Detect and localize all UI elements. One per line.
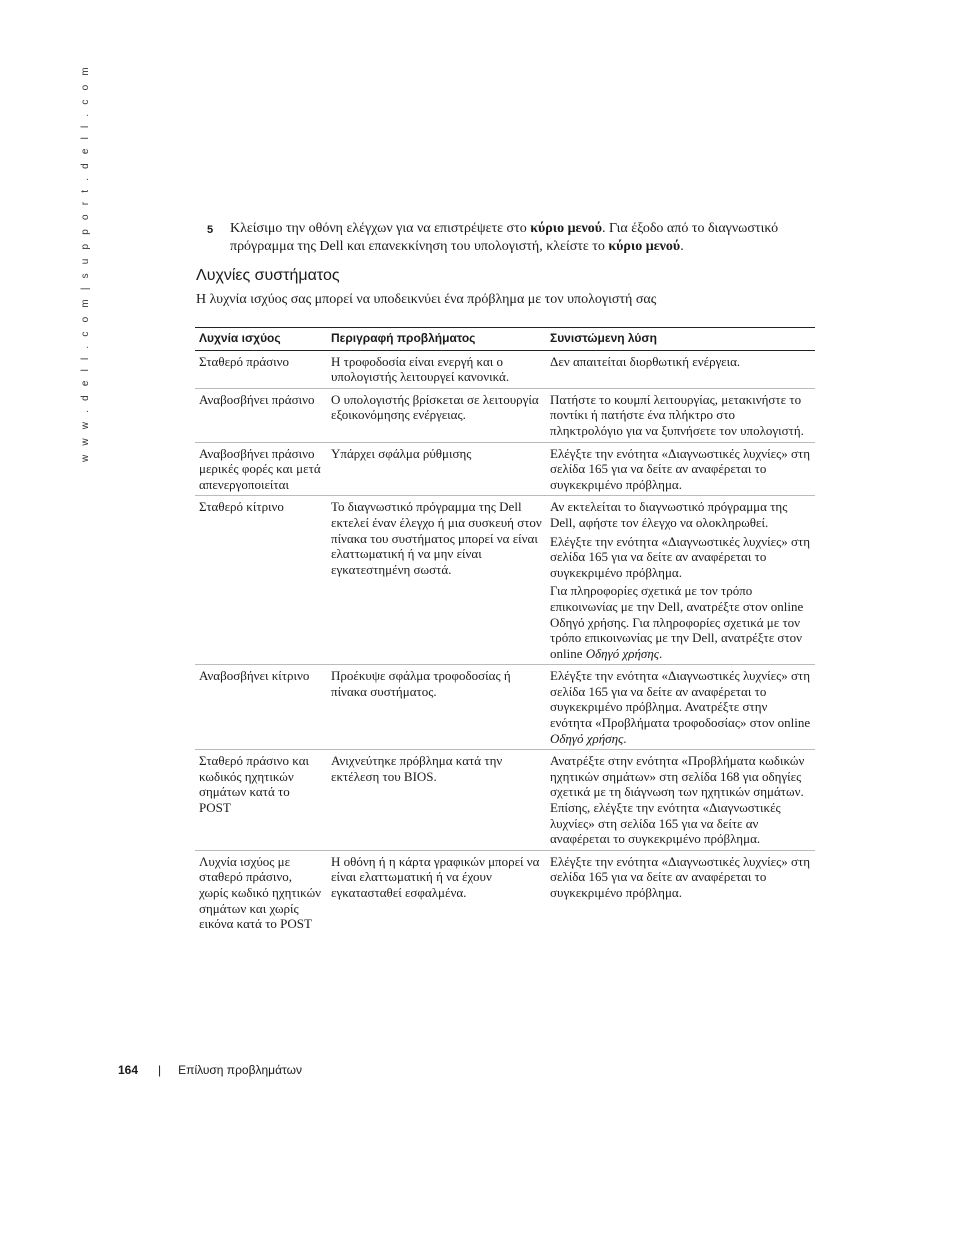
footer-separator: | [158, 1063, 162, 1077]
table-row [195, 750, 815, 851]
cell-problem: Η οθόνη ή η κάρτα γραφικών μπορεί να είναι ελαττωματική ή να έχουν εγκατασταθεί εσφαλμένα. [331, 853, 540, 900]
cell-light: Αναβοσβήνει πράσινο μερικές φορές και μετά απενεργοποιείται [195, 442, 327, 496]
cell-solution: Δεν απαιτείται διορθωτική ενέργεια. [546, 350, 815, 388]
cell-problem: Προέκυψε σφάλμα τροφοδοσίας ή πίνακα συστήματος. [327, 665, 546, 750]
page-number: 164 [118, 1063, 139, 1077]
power-light-table [195, 327, 815, 935]
table-row [195, 442, 815, 496]
step-text: Κλείσιμο την οθόνη ελέγχων για να επιστρέψετε στο κύριο μενού. Για έξοδο από το διαγνωστικό πρόγραμμα της Dell και επανεκκίνηση του υπολογιστή, κλείστε το κύριο μενού. [230, 221, 779, 254]
cell-problem: Το διαγνωστικό πρόγραμμα της Dell εκτελεί έναν έλεγχο ή μια συσκευή στον πίνακα του συστήματος μπορεί να είναι ελαττωματική ή να μην είναι εγκατεστημένη σωστά. [327, 496, 546, 665]
header-problem-description: Περιγραφή προβλήματος [327, 328, 546, 351]
cell-solution: Ανατρέξτε στην ενότητα «Προβλήματα κωδικών ηχητικών σημάτων» στη σελίδα 168 για οδηγίες σχετικά με τη διάγνωση των ηχητικών σημάτων. Επίσης, ελέγξτε την ενότητα «Διαγνωστικές λυχνίες» στη σελίδα 165 για να δείτε αν αναφέρεται το συγκεκριμένο πρόβλημα. [546, 750, 815, 851]
section-title: Λυχνίες συστήματος [196, 267, 340, 284]
table-row [195, 496, 815, 665]
table-row [195, 388, 815, 442]
cell-light: Σταθερό πράσινο [195, 350, 327, 388]
cell-problem: Ανιχνεύτηκε πρόβλημα κατά την εκτέλεση του BIOS. [327, 750, 546, 851]
cell-problem: Η τροφοδοσία είναι ενεργή και ο υπολογιστής λειτουργεί κανονικά. [327, 350, 546, 388]
cell-solution: Αν εκτελείται το διαγνωστικό πρόγραμμα της Dell, αφήστε τον έλεγχο να ολοκληρωθεί. Ελέγξτε την ενότητα «Διαγνωστικές λυχνίες» στη σελίδα 165 για να δείτε αν αναφέρεται το συγκεκριμένο πρόβλημα. Για πληροφορίες σχετικά με τον τρόπο επικοινωνίας με την Dell, ανατρέξτε στον online Οδηγό χρήσης. Για πληροφορίες σχετικά με τον τρόπο επικοινωνίας με την Dell, ανατρέξτε στον online Οδηγό χρήσης. [546, 496, 815, 665]
cell-solution: Ελέγξτε την ενότητα «Διαγνωστικές λυχνίες» στη σελίδα 165 για να δείτε αν αναφέρεται το συγκεκριμένο πρόβλημα. [550, 853, 810, 900]
table-row [195, 850, 815, 934]
step-5 [207, 220, 817, 256]
table-row [195, 350, 815, 388]
step-number: 5 [207, 224, 214, 236]
side-url: w w w . d e l l . c o m | s u p p o r t . d e l l . c o m [80, 64, 91, 462]
chapter-title: Επίλυση προβλημάτων [178, 1063, 302, 1077]
table-header-row [195, 328, 815, 351]
cell-problem: Ο υπολογιστής βρίσκεται σε λειτουργία εξοικονόμησης ενέργειας. [327, 388, 546, 442]
intro-text: Η λυχνία ισχύος σας μπορεί να υποδεικνύει ένα πρόβλημα με τον υπολογιστή σας [196, 292, 657, 307]
header-power-light: Λυχνία ισχύος [195, 328, 327, 351]
header-recommended-solution: Συνιστώμενη λύση [546, 328, 815, 351]
cell-solution: Ελέγξτε την ενότητα «Διαγνωστικές λυχνίες» στη σελίδα 165 για να δείτε αν αναφέρεται το συγκεκριμένο πρόβλημα. Ανατρέξτε στην ενότητα «Προβλήματα τροφοδοσίας» στον online Οδηγό χρήσης. [546, 665, 815, 750]
cell-light: Σταθερό πράσινο και κωδικός ηχητικών σημάτων κατά το POST [195, 750, 327, 851]
page-footer [118, 1063, 302, 1077]
cell-light: Αναβοσβήνει πράσινο [195, 388, 327, 442]
cell-solution: Ελέγξτε την ενότητα «Διαγνωστικές λυχνίες» στη σελίδα 165 για να δείτε αν αναφέρεται το συγκεκριμένο πρόβλημα. [546, 442, 815, 496]
cell-light: Σταθερό κίτρινο [195, 496, 327, 665]
cell-light: Αναβοσβήνει κίτρινο [195, 665, 327, 750]
cell-light: Λυχνία ισχύος με σταθερό πράσινο, χωρίς κωδικό ηχητικών σημάτων και χωρίς εικόνα κατά το POST [199, 853, 322, 932]
table-row [195, 665, 815, 750]
cell-solution: Πατήστε το κουμπί λειτουργίας, μετακινήστε το ποντίκι ή πατήστε ένα πλήκτρο στο πληκτρολόγιο για να ξυπνήσετε τον υπολογιστή. [546, 388, 815, 442]
cell-problem: Υπάρχει σφάλμα ρύθμισης [327, 442, 546, 496]
